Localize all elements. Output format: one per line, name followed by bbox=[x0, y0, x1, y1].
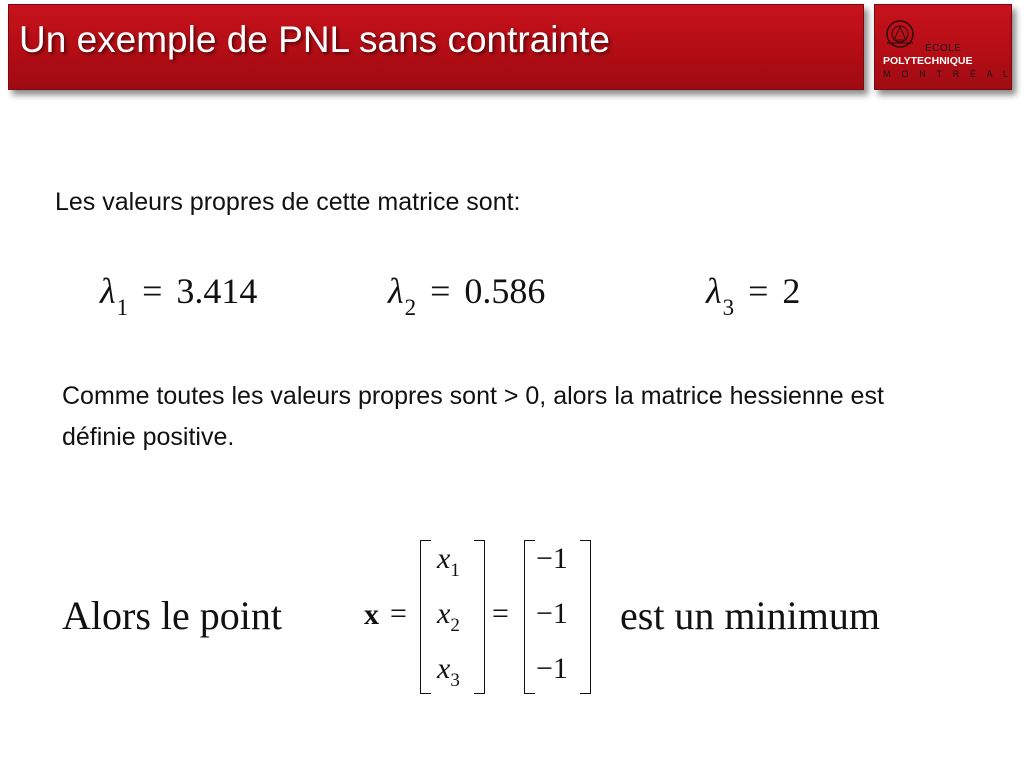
matrix-var-3 bbox=[437, 652, 460, 691]
eigenvalue-index: 1 bbox=[116, 295, 129, 320]
var-index: 3 bbox=[450, 670, 460, 691]
lambda-symbol: λ bbox=[388, 271, 404, 311]
matrix-value-1: −1 bbox=[536, 542, 568, 575]
matrix-value-3: −1 bbox=[536, 652, 568, 685]
equals-sign: = bbox=[390, 597, 407, 630]
matrix-var-2 bbox=[437, 597, 460, 636]
var-index: 1 bbox=[450, 560, 460, 581]
eigenvalue-2 bbox=[388, 270, 546, 320]
lambda-symbol: λ bbox=[706, 271, 722, 311]
left-bracket-values bbox=[524, 540, 535, 694]
eigenvalue-value: 0.586 bbox=[464, 271, 546, 311]
eigenvalue-value: 3.414 bbox=[176, 271, 258, 311]
equals-sign-2: = bbox=[492, 597, 509, 630]
slide-title: Un exemple de PNL sans contrainte bbox=[19, 19, 610, 60]
logo-name-text: POLYTECHNIQUE bbox=[883, 55, 973, 67]
var-name: x bbox=[437, 652, 451, 685]
title-bar bbox=[8, 4, 864, 90]
equals-sign: = bbox=[142, 271, 163, 311]
eigenvalue-value: 2 bbox=[782, 271, 801, 311]
eigenvalue-index: 2 bbox=[404, 295, 417, 320]
var-index: 2 bbox=[450, 615, 460, 636]
var-name: x bbox=[437, 597, 451, 630]
vector-name: x bbox=[364, 598, 379, 631]
logo-ecole-text: ÉCOLE bbox=[925, 43, 962, 54]
lambda-symbol: λ bbox=[100, 271, 116, 311]
eigenvalue-3 bbox=[706, 270, 801, 320]
eigenvalue-index: 3 bbox=[722, 295, 735, 320]
eigenvalue-1 bbox=[100, 270, 258, 320]
polytechnique-logo bbox=[874, 4, 1012, 90]
equals-sign: = bbox=[430, 271, 451, 311]
right-bracket-vars bbox=[474, 540, 485, 694]
equals-sign: = bbox=[748, 271, 769, 311]
matrix-var-1 bbox=[437, 542, 460, 581]
matrix-value-2: −1 bbox=[536, 597, 568, 630]
intro-text: Les valeurs propres de cette matrice sont: bbox=[55, 188, 521, 216]
final-prefix: Alors le point bbox=[62, 593, 282, 638]
final-suffix: est un minimum bbox=[620, 593, 880, 638]
conclusion-text: Comme toutes les valeurs propres sont > 0, alors la matrice hessienne est définie positive. bbox=[62, 382, 884, 451]
var-name: x bbox=[437, 542, 451, 575]
seal-icon bbox=[885, 19, 915, 49]
logo-city-text: M O N T R É A L bbox=[883, 69, 1013, 79]
right-bracket-values bbox=[580, 540, 591, 694]
left-bracket-vars bbox=[420, 540, 431, 694]
